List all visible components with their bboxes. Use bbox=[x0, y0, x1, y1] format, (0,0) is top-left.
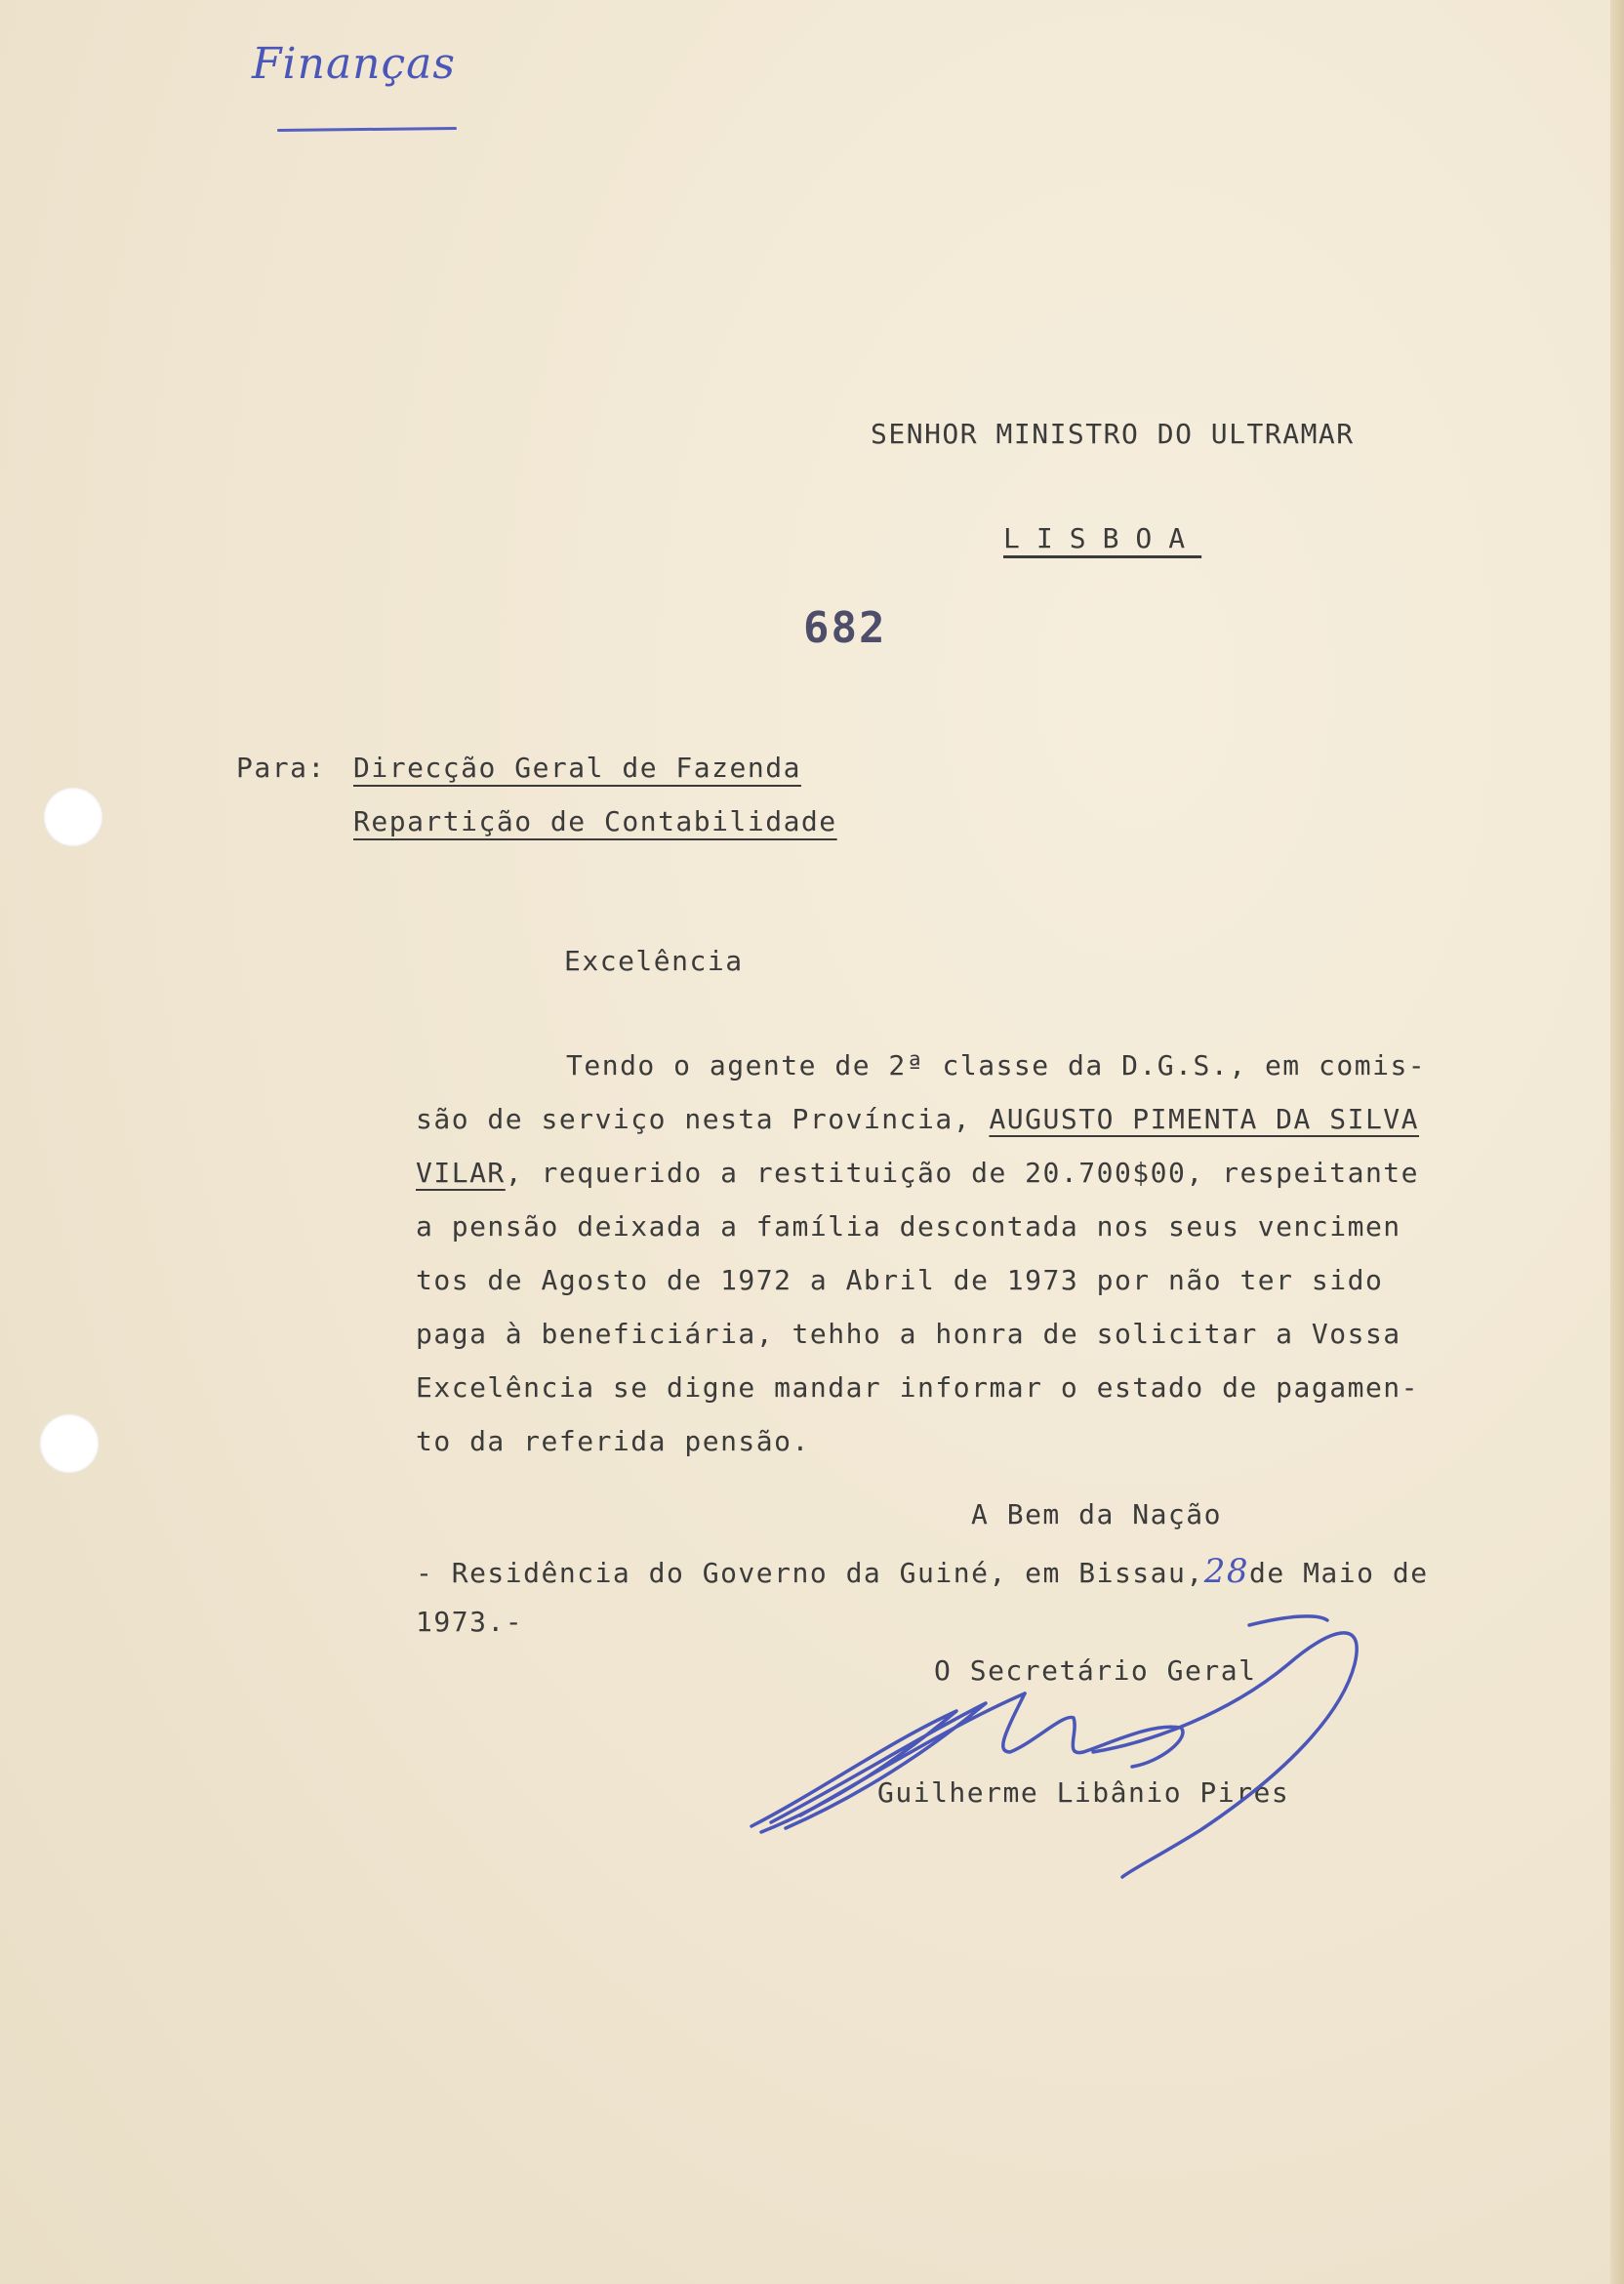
recipient-city: LISBOA bbox=[1003, 522, 1202, 554]
body-line-5: tos de Agosto de 1972 a Abril de 1973 por não ter sido bbox=[416, 1264, 1384, 1296]
body-line-1: Tendo o agente de 2ª classe da D.G.S., em comis- bbox=[566, 1049, 1427, 1081]
punch-hole-bottom bbox=[39, 1413, 100, 1474]
signatory-name: Guilherme Libânio Pires bbox=[877, 1776, 1290, 1809]
body-line-2 bbox=[416, 1103, 1419, 1135]
body-line-2-text: são de serviço nesta Província, bbox=[416, 1103, 990, 1135]
body-line-6: paga à beneficiária, tehho a honra de solicitar a Vossa bbox=[416, 1318, 1401, 1350]
handwritten-day: 28 bbox=[1203, 1552, 1249, 1591]
body-line-7: Excelência se digne mandar informar o estado de pagamen- bbox=[416, 1371, 1420, 1404]
handwritten-signature bbox=[742, 1606, 1376, 1879]
addressee-line2: Repartição de Contabilidade bbox=[353, 805, 837, 837]
addressee-label: Para: bbox=[236, 752, 326, 784]
salutation: Excelência bbox=[564, 945, 744, 977]
person-surname: VILAR bbox=[416, 1157, 506, 1189]
page-edge bbox=[1610, 0, 1624, 2284]
place-text: - Residência do Governo da Guiné, em Bissau, bbox=[416, 1557, 1204, 1589]
handwritten-underline bbox=[277, 127, 457, 132]
recipient-title: SENHOR MINISTRO DO ULTRAMAR bbox=[871, 418, 1355, 450]
place-date-line2: 1973.- bbox=[416, 1606, 524, 1638]
reference-number: 682 bbox=[803, 603, 887, 653]
place-date-line1 bbox=[416, 1552, 1429, 1591]
addressee-line1: Direcção Geral de Fazenda bbox=[353, 752, 801, 784]
month-year-text: de Maio de bbox=[1249, 1557, 1429, 1589]
punch-hole-top bbox=[43, 787, 103, 847]
body-line-8: to da referida pensão. bbox=[416, 1425, 810, 1457]
signatory-title: O Secretário Geral bbox=[934, 1654, 1257, 1687]
body-line-3 bbox=[416, 1157, 1419, 1189]
body-line-4: a pensão deixada a família descontada nos seus vencimen bbox=[416, 1210, 1401, 1243]
body-line-3-text: , requerido a restituição de 20.700$00, respeitante bbox=[505, 1157, 1420, 1189]
handwritten-note: Finanças bbox=[252, 39, 456, 89]
closing-formula: A Bem da Nação bbox=[971, 1498, 1223, 1530]
person-name: AUGUSTO PIMENTA DA SILVA bbox=[989, 1103, 1420, 1135]
